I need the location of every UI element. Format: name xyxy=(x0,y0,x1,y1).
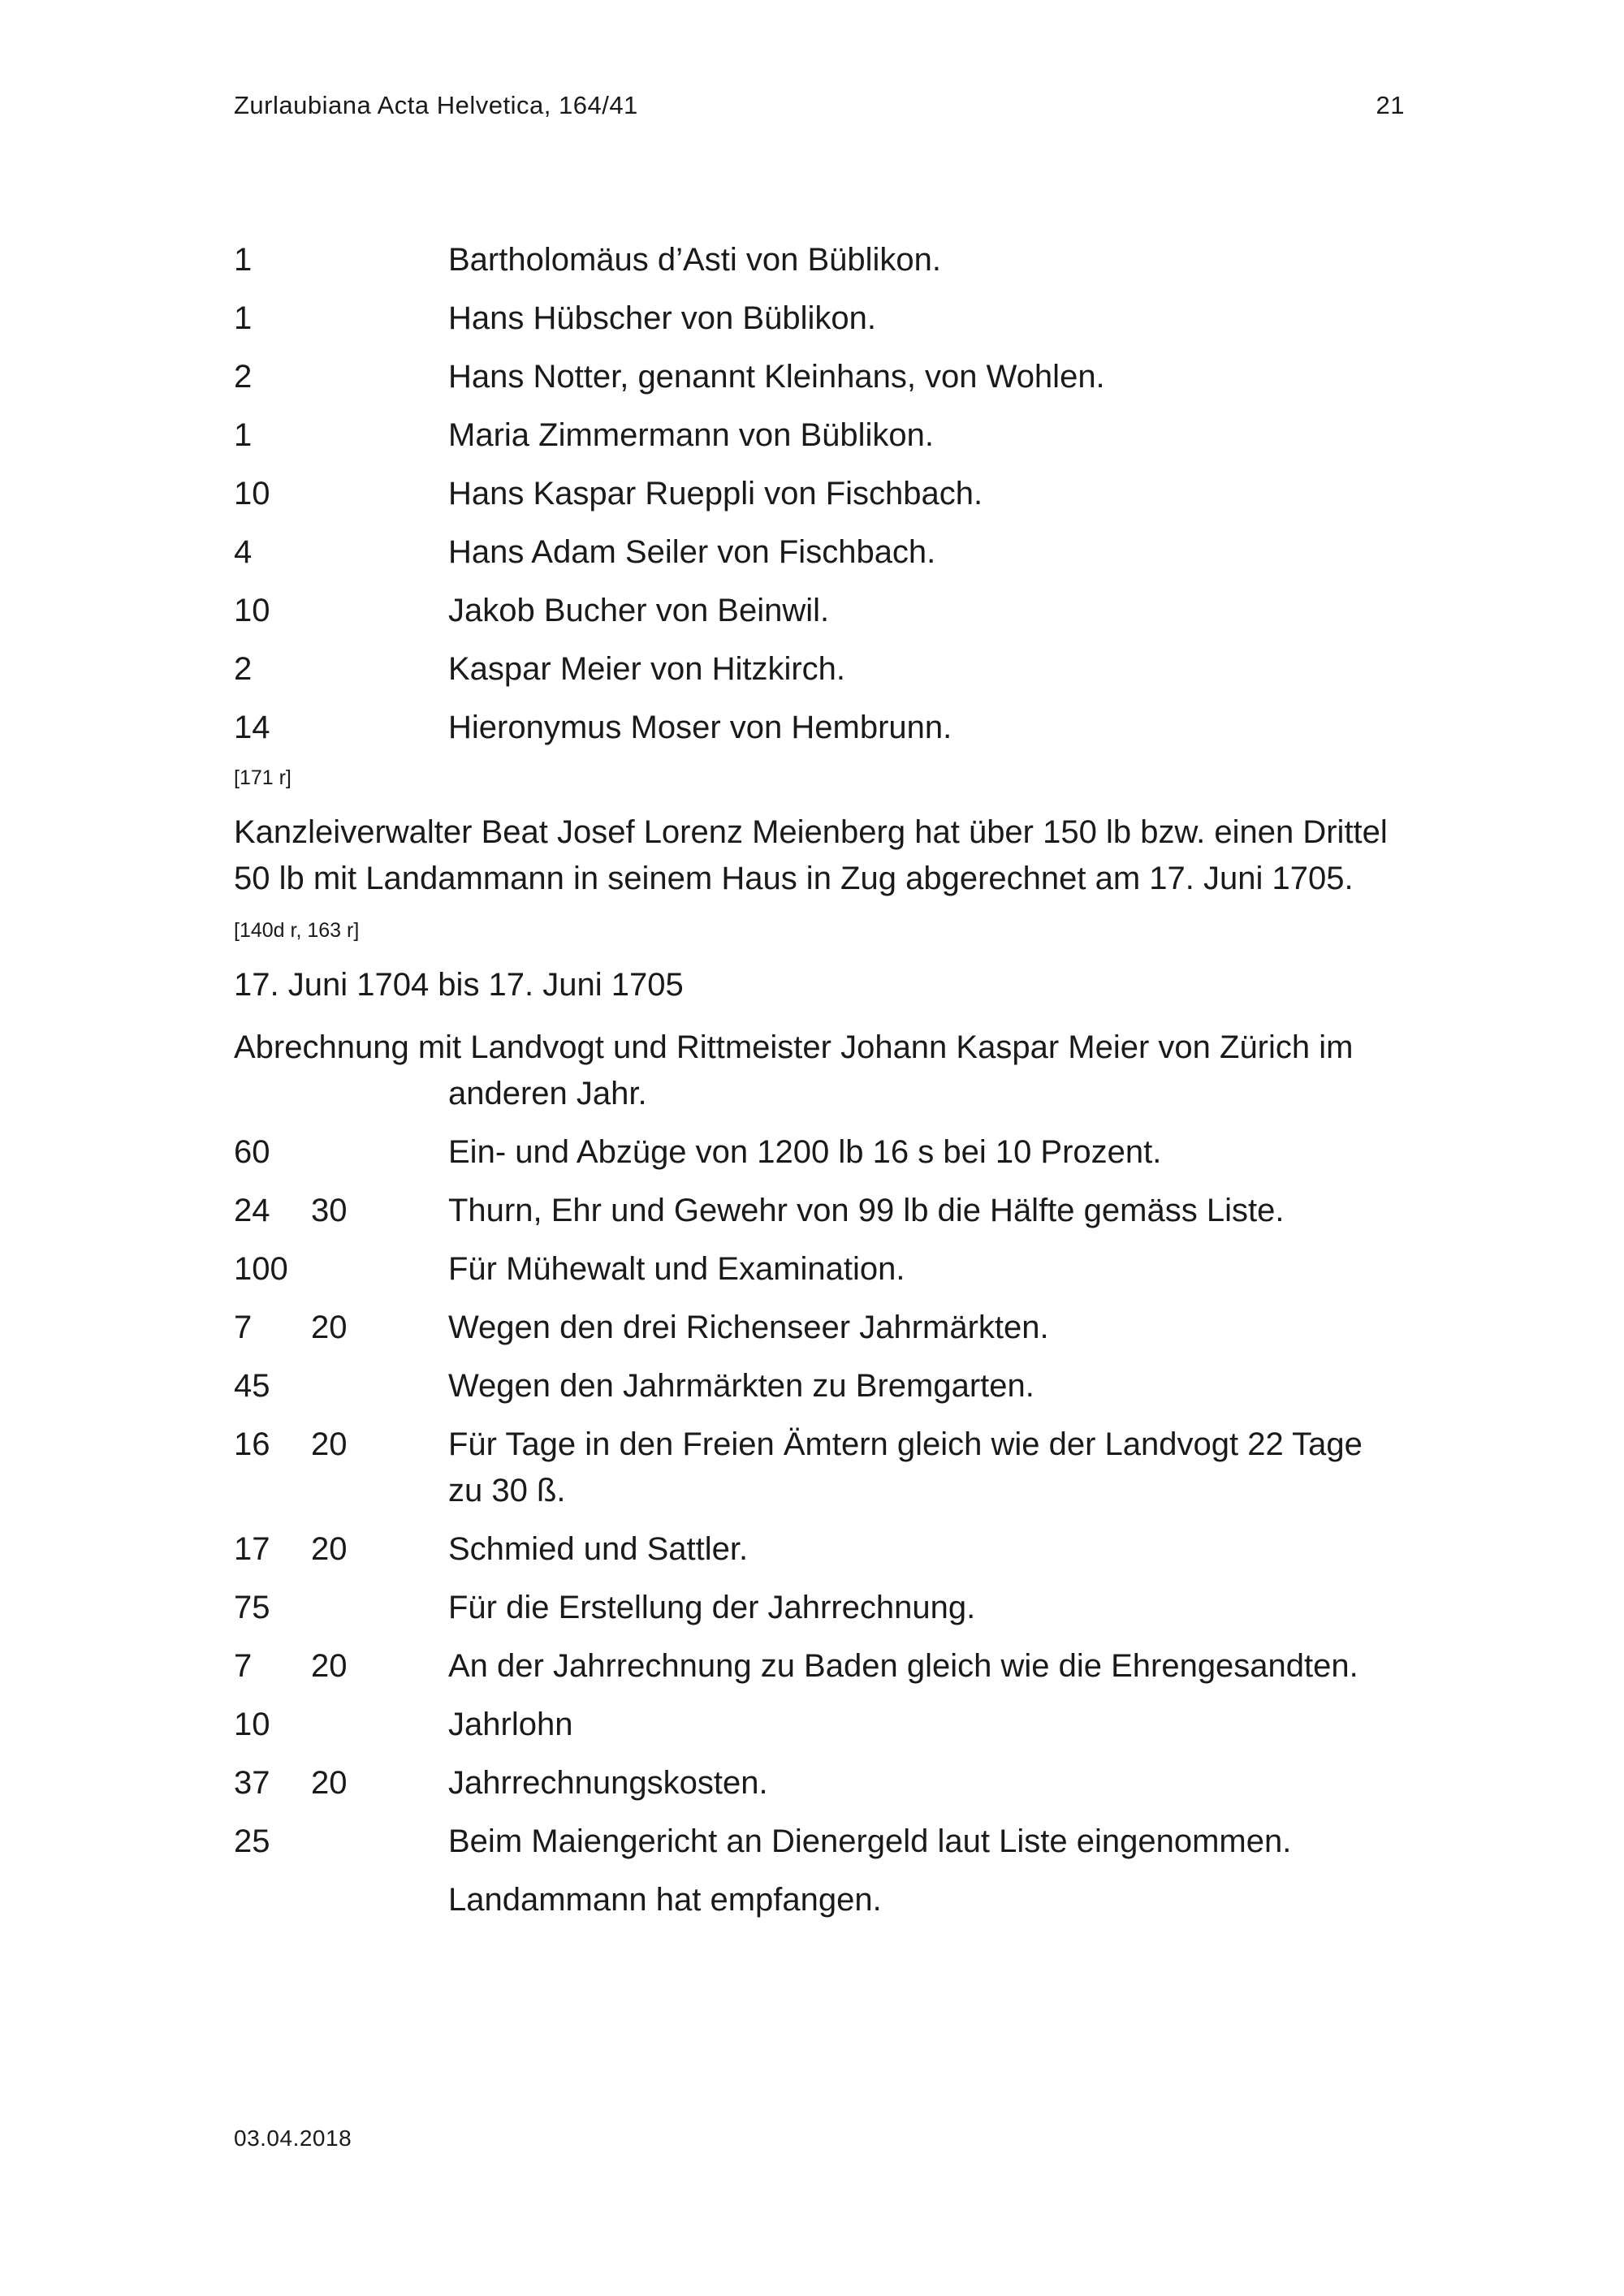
amount-pounds: 16 xyxy=(234,1426,270,1462)
amount: 1 xyxy=(234,417,253,453)
entry-text: Ein- und Abzüge von 1200 lb 16 s bei 10 Prozent. xyxy=(448,1134,1162,1170)
amount-pounds: 17 xyxy=(234,1531,270,1567)
page-body xyxy=(234,237,1405,1936)
page-number: 21 xyxy=(1376,91,1405,119)
entry-text: Hans Kaspar Rueppli von Fischbach. xyxy=(448,476,983,511)
list-item xyxy=(234,529,1405,576)
amount-shillings: 20 xyxy=(311,1765,348,1801)
amount: 10 xyxy=(234,476,270,511)
entry-text: Thurn, Ehr und Gewehr von 99 lb die Hälfte gemäss Liste. xyxy=(448,1193,1285,1228)
amount-shillings xyxy=(311,1877,448,1923)
entry-text: Hans Notter, genannt Kleinhans, von Wohlen. xyxy=(448,359,1105,395)
amount: 2 xyxy=(234,359,253,395)
amount: 4 xyxy=(234,534,253,570)
list-item xyxy=(234,1877,1405,1923)
entry-text: Beim Maiengericht an Dienergeld laut Liste eingenommen. xyxy=(448,1823,1292,1859)
amount-pounds: 7 xyxy=(234,1648,253,1684)
amount-pounds: 60 xyxy=(234,1134,270,1170)
entry-text: Für die Erstellung der Jahrrechnung. xyxy=(448,1590,976,1625)
amount-pounds: 25 xyxy=(234,1823,270,1859)
list-item xyxy=(234,1702,1405,1748)
list-item xyxy=(234,646,1405,693)
amount-pounds xyxy=(234,1877,311,1923)
list-item xyxy=(234,1585,1405,1631)
entry-text: Hans Hübscher von Büblikon. xyxy=(448,300,876,336)
list-item xyxy=(234,354,1405,400)
amount-pounds: 24 xyxy=(234,1193,270,1228)
list-item xyxy=(234,1363,1405,1409)
list-item xyxy=(234,705,1405,751)
entry-text: Jahrlohn xyxy=(448,1707,573,1742)
list-item xyxy=(234,471,1405,517)
amount-shillings: 20 xyxy=(311,1531,348,1567)
list-item xyxy=(234,1188,1405,1234)
entry-text: Maria Zimmermann von Büblikon. xyxy=(448,417,934,453)
list-item xyxy=(234,412,1405,459)
amount-pounds: 75 xyxy=(234,1590,270,1625)
entry-list-2 xyxy=(234,1129,1405,1923)
list-item xyxy=(234,296,1405,342)
entry-text: Wegen den Jahrmärkten zu Bremgarten. xyxy=(448,1368,1034,1404)
amount-shillings: 30 xyxy=(311,1193,348,1228)
amount: 14 xyxy=(234,710,270,745)
entry-text: Hieronymus Moser von Hembrunn. xyxy=(448,710,952,745)
list-item xyxy=(234,1422,1405,1514)
amount: 1 xyxy=(234,300,253,336)
page-footer xyxy=(234,2126,352,2151)
list-item xyxy=(234,1760,1405,1806)
amount-shillings xyxy=(311,1129,448,1176)
list-item xyxy=(234,1643,1405,1690)
amount: 1 xyxy=(234,242,253,278)
page-header xyxy=(234,91,1405,120)
list-item xyxy=(234,1526,1405,1573)
list-item xyxy=(234,1819,1405,1865)
amount-pounds: 45 xyxy=(234,1368,270,1404)
list-item xyxy=(234,1246,1405,1293)
list-item xyxy=(234,1129,1405,1176)
amount: 10 xyxy=(234,593,270,628)
entry-text: Schmied und Sattler. xyxy=(448,1531,749,1567)
amount-shillings xyxy=(311,1246,448,1293)
amount-shillings: 20 xyxy=(311,1648,348,1684)
amount-shillings xyxy=(311,1363,448,1409)
amount-shillings xyxy=(311,1585,448,1631)
entry-text: Für Mühewalt und Examination. xyxy=(448,1251,905,1287)
amount-shillings xyxy=(311,1702,448,1748)
section-heading: Abrechnung mit Landvogt und Rittmeister Johann Kaspar Meier von Zürich im anderen Jahr. xyxy=(234,1029,1354,1111)
entry-text: Wegen den drei Richenseer Jahrmärkten. xyxy=(448,1310,1049,1345)
footer-date: 03.04.2018 xyxy=(234,2126,352,2151)
entry-text: Jahrrechnungskosten. xyxy=(448,1765,768,1801)
document-title: Zurlaubiana Acta Helvetica, 164/41 xyxy=(234,91,638,119)
entry-text: An der Jahrrechnung zu Baden gleich wie die Ehrengesandten. xyxy=(448,1648,1358,1684)
entry-text: Für Tage in den Freien Ämtern gleich wie der Landvogt 22 Tage zu 30 ß. xyxy=(448,1426,1363,1508)
amount-shillings: 20 xyxy=(311,1426,348,1462)
entry-text: Kaspar Meier von Hitzkirch. xyxy=(448,651,846,687)
date-range: 17. Juni 1704 bis 17. Juni 1705 xyxy=(234,967,684,1003)
entry-text: Jakob Bucher von Beinwil. xyxy=(448,593,830,628)
list-item xyxy=(234,1305,1405,1351)
folio-reference: [171 r] xyxy=(234,766,292,789)
amount-shillings xyxy=(311,1819,448,1865)
entry-list-1 xyxy=(234,237,1405,751)
list-item xyxy=(234,588,1405,634)
amount-pounds: 100 xyxy=(234,1251,288,1287)
amount-pounds: 10 xyxy=(234,1707,270,1742)
list-item xyxy=(234,237,1405,283)
entry-text: Landammann hat empfangen. xyxy=(448,1882,882,1918)
amount-shillings: 20 xyxy=(311,1310,348,1345)
entry-text: Hans Adam Seiler von Fischbach. xyxy=(448,534,936,570)
amount-pounds: 7 xyxy=(234,1310,253,1345)
entry-text: Bartholomäus d’Asti von Büblikon. xyxy=(448,242,941,278)
amount-pounds: 37 xyxy=(234,1765,270,1801)
folio-reference: [140d r, 163 r] xyxy=(234,919,360,942)
paragraph: Kanzleiverwalter Beat Josef Lorenz Meienberg hat über 150 lb bzw. einen Drittel 50 lb mit Landammann in seinem Haus in Zug abgerechnet am 17. Juni 1705. xyxy=(234,814,1388,896)
amount: 2 xyxy=(234,651,253,687)
